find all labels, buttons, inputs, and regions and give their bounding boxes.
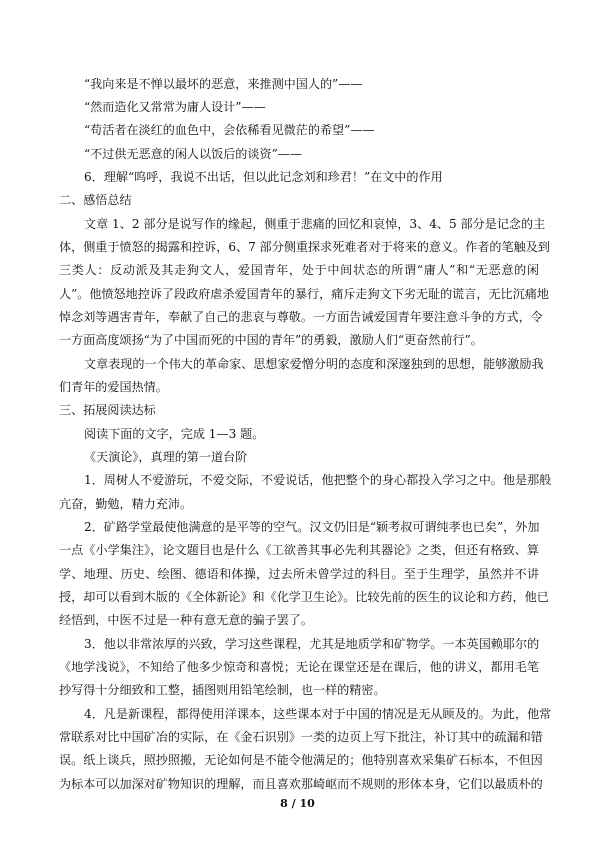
reading-paragraph-2-line: 经悟到，中医不过是一种有意无意的骗子罢了。 (59, 613, 313, 627)
reading-paragraph-2-line: 一点《小学集注》，论文题目也是什么《工欲善其事必先利其器论》之类，但还有格致、算 (59, 543, 539, 557)
reading-paragraph-3-line: 3．他以非常浓厚的兴致，学习这些课程，尤其是地质学和矿物学。一本英国赖耶尔的 (84, 637, 540, 651)
summary-paragraph-line: 三类人：反动派及其走狗文人，爱国青年，处于中间状态的所谓“庸人”和“无恶意的闲 (59, 263, 539, 277)
quote-line-2: “然而造化又常常为庸人设计”—— (84, 100, 266, 114)
reading-paragraph-2-line: 授，却可以看到木版的《全体新论》和《化学卫生论》。比较先前的医生的议论和方药，他已 (59, 590, 549, 604)
summary-paragraph-2-line: 文章表现的一个伟大的革命家、思想家爱憎分明的态度和深邃独到的思想，能够激励我 (84, 357, 544, 371)
summary-paragraph-line: 一方面高度颂扬“为了中国而死的中国的青年”的勇毅，激励人们“更奋然前行”。 (59, 333, 483, 347)
summary-paragraph-2-line: 们青年的爱国热情。 (59, 380, 168, 394)
summary-paragraph-line: 人”。他愤怒地控诉了段政府虐杀爱国青年的暴行，痛斥走狗文下劣无耻的谎言，无比沉痛地 (59, 287, 549, 301)
reading-paragraph-3-line: 抄写得十分细致和工整，插图则用铅笔绘制，也一样的精密。 (59, 683, 386, 697)
reading-instruction: 阅读下面的文字，完成 1—3 题。 (84, 427, 265, 441)
summary-paragraph-line: 悼念刘等遇害青年，奉献了自己的悲哀与尊敬。一方面告诫爱国青年要注意斗争的方式，令 (59, 310, 543, 324)
reading-paragraph-1-line: 1．周树人不爱游玩，不爱交际，不爱说话，他把整个的身心都投入学习之中。他是那般 (84, 473, 552, 487)
reading-paragraph-4-line: 误。纸上谈兵，照抄照搬，无论如何是不能令他满足的；他特别喜欢采集矿石标本，不但因 (59, 753, 543, 767)
quote-line-4: “不过供无恶意的闲人以饭后的谈资”—— (84, 147, 302, 161)
summary-paragraph-line: 文章 1、2 部分是说写作的缘起，侧重于悲痛的回忆和哀悼，3、4、5 部分是记念的主 (84, 217, 546, 231)
section-heading-reading: 三、拓展阅读达标 (59, 403, 156, 417)
summary-paragraph-line: 体，侧重于愤怒的揭露和控诉，6、7 部分侧重探求死难者对于将来的意义。作者的笔触及到 (59, 240, 550, 254)
page-number: 8 / 10 (280, 797, 315, 810)
reading-paragraph-3-line: 《地学浅说》，不知给了他多少惊奇和喜悦；无论在课堂还是在课后，他的讲义，都用毛笔 (59, 660, 539, 674)
reading-title: 《天演论》，真理的第一道台阶 (84, 450, 248, 464)
question-6: 6．理解“呜呼，我说不出话，但以此记念刘和珍君！”在文中的作用 (84, 170, 443, 184)
reading-paragraph-4-line: 4．凡是新课程，都得使用洋课本，这些课本对于中国的情况是无从顾及的。为此，他常 (84, 707, 552, 721)
quote-line-3: “苟活者在淡红的血色中，会依稀看见微茫的希望”—— (84, 123, 375, 137)
reading-paragraph-1-line: 亢奋，勤勉，精力充沛。 (59, 497, 193, 511)
reading-paragraph-2-line: 2．矿路学堂最使他满意的是平等的空气。汉文仍旧是“颖考叔可谓纯孝也已矣”，外加 (84, 520, 540, 534)
reading-paragraph-4-line: 为标本可以加深对矿物知识的理解，而且喜欢那崎岖而不规则的形体本身，它们以最质朴的 (59, 777, 543, 791)
reading-paragraph-2-line: 学、地理、历史、绘图、德语和体操，过去所未曾学过的科目。至于生理学，虽然并不讲 (59, 567, 539, 581)
quote-line-1: “我向来是不惮以最坏的恶意，来推测中国人的”—— (84, 77, 363, 91)
reading-paragraph-4-line: 常联系对比中国矿冶的实际，在《金石识别》一类的边页上写下批注，补订其中的疏漏和错 (59, 730, 543, 744)
section-heading-summary: 二、感悟总结 (59, 193, 132, 207)
